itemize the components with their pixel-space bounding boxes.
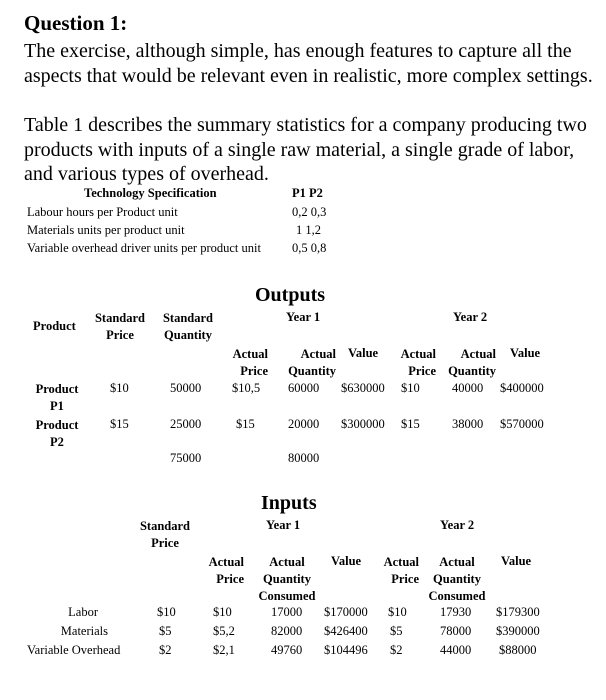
inputs-row-y2-price: $5 [390,624,403,638]
inputs-row-y1-price: $10 [213,605,232,619]
outputs-row-std-price: $15 [110,417,129,431]
outputs-header-std-price: Standard Price [94,311,146,342]
outputs-row-std-price: $10 [110,381,129,395]
question-title: Question 1: [24,11,128,35]
inputs-row-y1-price: $5,2 [213,624,235,638]
inputs-y1-header-actual-price: Actual Price [208,555,244,586]
inputs-row-label: Labor [68,605,98,619]
inputs-row-y2-qty: 17930 [440,605,472,619]
inputs-header-std-price: Standard Price [139,519,191,550]
table-description: Table 1 describes the summary statistics for a company producing two products with inputs of a single raw material, a single grade of labor, and various types of overhead. [24,114,587,185]
outputs-row-product: Product P2 [35,418,79,449]
inputs-row-y2-qty: 78000 [440,624,472,638]
outputs-row-y2-value: $400000 [500,381,544,395]
inputs-row-y2-qty: 44000 [440,643,472,657]
tech-spec-value: 0,5 0,8 [292,241,327,255]
outputs-year1-label: Year 1 [286,310,321,324]
inputs-row-std-price: $10 [157,605,176,619]
tech-spec-label: Labour hours per Product unit [27,205,178,219]
tech-spec-value: 0,2 0,3 [292,205,327,219]
inputs-row-y1-value: $426400 [324,624,368,638]
inputs-y2-header-value: Value [501,554,532,568]
inputs-row-y2-value: $88000 [499,643,537,657]
inputs-row-y1-value: $170000 [324,605,368,619]
outputs-total-std-qty: 75000 [170,451,202,465]
inputs-y1-header-value: Value [331,554,362,568]
outputs-header-std-qty: Standard Quantity [162,311,214,342]
tech-spec-title: Technology Specification [84,186,217,200]
outputs-row-y1-value: $630000 [341,381,385,395]
outputs-y1-header-actual-qty: Actual Quantity [288,347,336,378]
outputs-row-y2-price: $10 [401,381,420,395]
outputs-y2-header-actual-qty: Actual Quantity [448,347,496,378]
inputs-heading: Inputs [261,492,317,514]
inputs-y1-header-actual-qty: Actual Quantity Consumed [258,555,316,603]
inputs-y2-header-actual-price: Actual Price [383,555,419,586]
tech-spec-label: Materials units per product unit [27,223,185,237]
outputs-row-y1-qty: 60000 [288,381,320,395]
inputs-year2-label: Year 2 [440,518,475,532]
outputs-row-y1-price: $10,5 [232,381,261,395]
inputs-row-y1-qty: 17000 [271,605,303,619]
inputs-row-y2-price: $2 [390,643,403,657]
inputs-row-y1-value: $104496 [324,643,368,657]
inputs-row-y2-value: $179300 [496,605,540,619]
outputs-year2-label: Year 2 [453,310,488,324]
tech-spec-col-header: P1 P2 [292,186,323,200]
inputs-row-y1-price: $2,1 [213,643,235,657]
outputs-row-y1-value: $300000 [341,417,385,431]
outputs-header-product: Product [33,319,76,333]
outputs-row-y2-qty: 38000 [452,417,484,431]
outputs-y2-header-actual-price: Actual Price [400,347,436,378]
outputs-row-y2-qty: 40000 [452,381,484,395]
outputs-y1-header-value: Value [348,346,379,360]
inputs-row-std-price: $2 [159,643,172,657]
outputs-heading: Outputs [255,284,326,306]
outputs-row-y2-price: $15 [401,417,420,431]
inputs-year1-label: Year 1 [266,518,301,532]
outputs-row-y2-value: $570000 [500,417,544,431]
inputs-row-label: Variable Overhead [27,643,121,657]
tech-spec-value: 1 1,2 [296,223,321,237]
inputs-row-y1-qty: 49760 [271,643,303,657]
inputs-y2-header-actual-qty: Actual Quantity Consumed [428,555,486,603]
outputs-row-y1-price: $15 [236,417,255,431]
outputs-row-std-qty: 50000 [170,381,202,395]
outputs-row-y1-qty: 20000 [288,417,320,431]
outputs-row-std-qty: 25000 [170,417,202,431]
outputs-y1-header-actual-price: Actual Price [232,347,268,378]
outputs-total-y1-qty: 80000 [288,451,320,465]
inputs-row-y1-qty: 82000 [271,624,303,638]
outputs-row-product: Product P1 [35,382,79,413]
inputs-row-std-price: $5 [159,624,172,638]
intro-paragraph: The exercise, although simple, has enough features to capture all the aspects that would be relevant even in realistic, more complex settings. [24,40,593,87]
outputs-y2-header-value: Value [510,346,541,360]
inputs-row-y2-price: $10 [388,605,407,619]
inputs-row-y2-value: $390000 [496,624,540,638]
inputs-row-label: Materials [60,624,108,638]
tech-spec-label: Variable overhead driver units per product unit [27,241,261,255]
